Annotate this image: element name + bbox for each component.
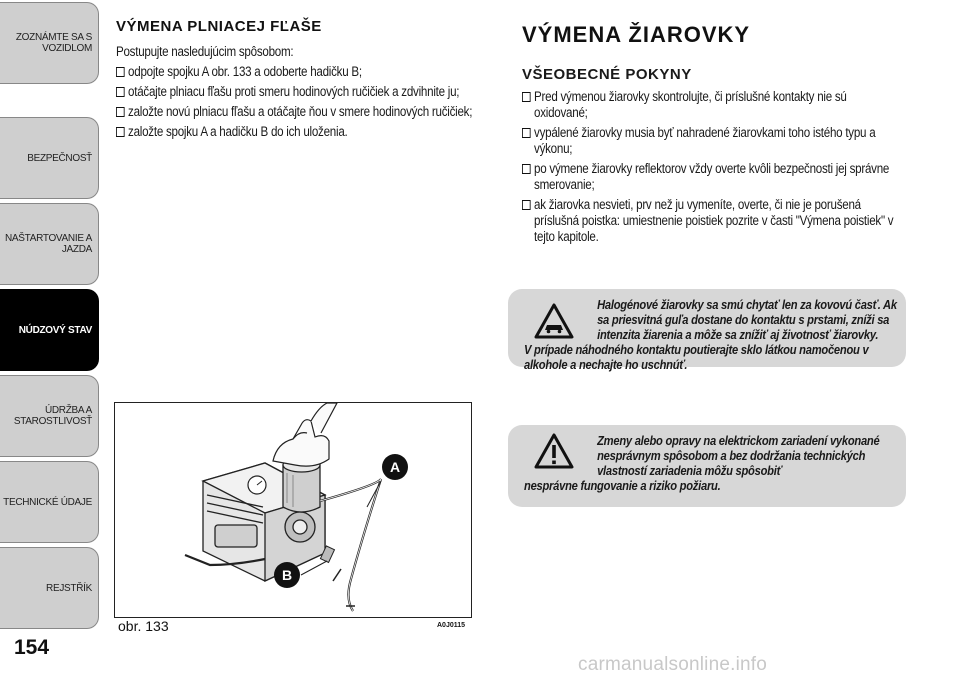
tab-technical-data[interactable]: TECHNICKÉ ÚDAJE xyxy=(0,461,99,543)
checkbox-bullet-icon xyxy=(116,87,125,97)
figure-133 xyxy=(114,402,472,618)
bulb-replacement-section xyxy=(522,22,912,249)
warning-electrical-lead: Zmeny alebo opravy na elektrickom zariadení vykonané nesprávnym spôsobom a bez dodržania technických vlastností zariadenia môžu spôsobiť xyxy=(597,433,880,478)
list-item: odpojte spojku A obr. 133 a odoberte hadičku B; xyxy=(116,63,494,80)
list-item: vypálené žiarovky musia byť nahradené žiarovkami toho istého typu a výkonu; xyxy=(522,125,900,157)
callout-a-label: A xyxy=(389,459,401,475)
general-instructions-body xyxy=(522,89,900,245)
warning-halogen-lead: Halogénové žiarovky sa smú chytať len za kovovú časť. Ak sa priesvitná guľa dostane do kontaktu s prstami, zníži sa intenzita žiarenia a môže sa znížiť aj životnosť žiarovky. xyxy=(597,297,897,342)
warning-box-halogen xyxy=(508,289,906,372)
figure-code: A0J0115 xyxy=(437,622,466,629)
tab-emergency[interactable]: NÚDZOVÝ STAV xyxy=(0,289,99,371)
compressor-illustration xyxy=(115,403,472,618)
checkbox-bullet-icon xyxy=(522,92,531,102)
tab-index[interactable]: REJSTŘÍK xyxy=(0,547,99,629)
checkbox-bullet-icon xyxy=(522,164,531,174)
list-item: založte spojku A a hadičku B do ich uloženia. xyxy=(116,123,494,140)
tab-vehicle-intro[interactable]: ZOZNÁMTE SA S VOZIDLOM xyxy=(0,2,99,84)
checkbox-bullet-icon xyxy=(522,128,531,138)
general-instructions-heading: VŠEOBECNÉ POKYNY xyxy=(522,66,692,83)
warning-box-electrical xyxy=(508,425,906,507)
checkbox-bullet-icon xyxy=(116,107,125,117)
intro-text: Postupujte nasledujúcim spôsobom: xyxy=(116,44,294,59)
callout-b-label: B xyxy=(281,567,293,583)
list-item: Pred výmenou žiarovky skontrolujte, či príslušné kontakty nie sú oxidované; xyxy=(522,89,900,121)
warning-halogen-tail: V prípade náhodného kontaktu poutierajte sklo látkou namočenou v alkohole a nechajte ho uschnúť. xyxy=(524,342,869,372)
checkbox-bullet-icon xyxy=(116,127,125,137)
list-item: otáčajte plniacu fľašu proti smeru hodinových ručičiek a zdvihnite ju; xyxy=(116,83,494,100)
cylinder-replacement-body xyxy=(116,43,494,140)
warning-electrical-tail: nesprávne fungovanie a riziko požiaru. xyxy=(524,478,721,493)
tab-safety[interactable]: BEZPEČNOSŤ xyxy=(0,117,99,199)
cylinder-replacement-heading: VÝMENA PLNIACEJ FĽAŠE xyxy=(116,18,322,35)
checkbox-bullet-icon xyxy=(116,67,125,77)
tab-starting-driving[interactable]: NAŠTARTOVANIE A JAZDA xyxy=(0,203,99,285)
cylinder-replacement-section xyxy=(116,18,496,143)
watermark: carmanualsonline.info xyxy=(578,654,768,675)
bulb-replacement-heading: VÝMENA ŽIAROVKY xyxy=(522,22,751,47)
chapter-tabs xyxy=(0,0,100,640)
list-item: po výmene žiarovky reflektorov vždy overte kvôli bezpečnosti jej správne smerovanie; xyxy=(522,161,900,193)
checkbox-bullet-icon xyxy=(522,200,531,210)
list-item: ak žiarovka nesvieti, prv než ju vymeníte, overte, či nie je porušená príslušná poistka: umiestnenie poistiek pozrite v časti "Výmena poistiek" v tejto kapitole. xyxy=(522,197,900,245)
list-item: založte novú plniacu fľašu a otáčajte ňou v smere hodinových ručičiek; xyxy=(116,103,494,120)
tab-maintenance[interactable]: ÚDRŽBA A STAROSTLIVOSŤ xyxy=(0,375,99,457)
page-number: 154 xyxy=(14,636,50,659)
figure-caption: obr. 133 xyxy=(118,618,169,634)
